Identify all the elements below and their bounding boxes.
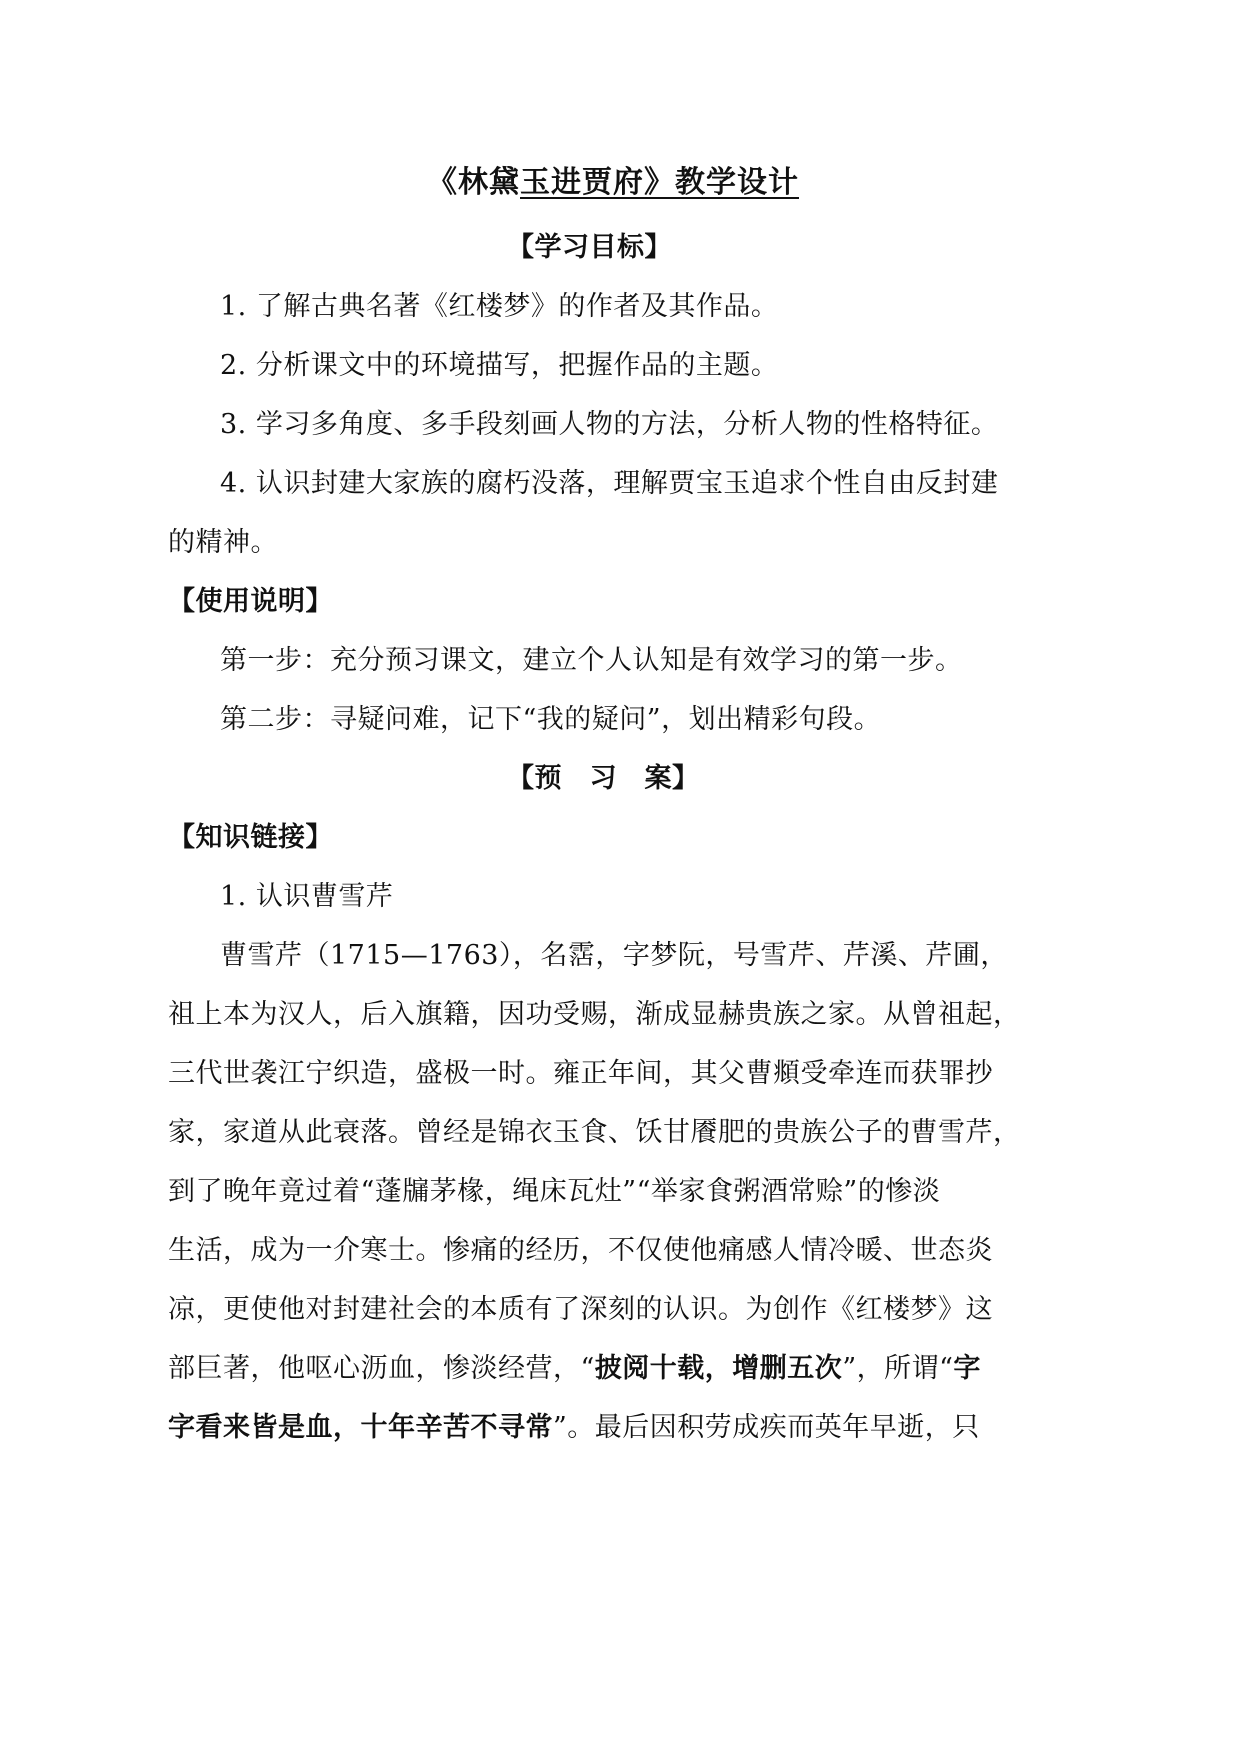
bio-line-2 (168, 995, 1021, 1035)
document-title (427, 163, 799, 203)
bio-line-7 (168, 1290, 993, 1330)
bio-line-1-text: 曹雪芹（1715—1763），名霑，字梦阮，号雪芹、芹溪、芹圃， (220, 940, 1008, 971)
usage-step-1: 第一步：充分预习课文，建立个人认知是有效学习的第一步。 (220, 645, 963, 676)
bio-line-9-bold-quote: 字看来皆是血，十年辛苦不寻常 (168, 1412, 553, 1443)
heading-preview: 【预 习 案】 (507, 763, 700, 794)
objective-2: 2. 分析课文中的环境描写，把握作品的主题。 (220, 350, 779, 381)
bio-line-1 (220, 936, 1008, 976)
usage-step-2: 第二步：寻疑问难，记下“我的疑问”，划出精彩句段。 (220, 704, 882, 735)
bio-line-5-text: 到了晚年竟过着“蓬牖茅椽，绳床瓦灶”“举家食粥酒常赊”的惨淡 (168, 1176, 941, 1207)
title-prefix: 《林黛 (427, 165, 520, 200)
bio-line-8 (168, 1349, 981, 1389)
bio-line-8-c: ”，所谓“ (842, 1353, 954, 1384)
bio-line-8-a: 部巨著，他呕心沥血，惨淡经营，“ (168, 1353, 595, 1384)
heading-knowledge: 【知识链接】 (168, 822, 333, 853)
bio-line-9-b: ”。最后因积劳成疾而英年早逝，只 (553, 1412, 980, 1443)
objective-1: 1. 了解古典名著《红楼梦》的作者及其作品。 (220, 291, 779, 322)
bio-line-5 (168, 1172, 940, 1212)
objective-4-text: 4. 认识封建大家族的腐朽没落，理解贾宝玉追求个性自由反封建 (220, 468, 999, 499)
bio-line-8-bold-quote: 披阅十载，增删五次 (594, 1353, 843, 1384)
bio-line-7-text: 凉，更使他对封建社会的本质有了深刻的认识。为创作《红楼梦》这 (168, 1294, 993, 1325)
bio-line-6-text: 生活，成为一介寒士。惨痛的经历，不仅使他痛感人情冷暖、世态炎 (168, 1235, 993, 1266)
bio-line-4 (168, 1113, 1021, 1153)
bio-line-4-text: 家，家道从此衰落。曾经是锦衣玉食、饫甘餍肥的贵族公子的曹雪芹， (168, 1117, 1021, 1148)
knowledge-item-1: 1. 认识曹雪芹 (220, 881, 394, 912)
bio-line-9 (168, 1408, 980, 1448)
title-underlined: 玉进贾府》教学设计 (520, 165, 799, 200)
bio-line-3-text: 三代世袭江宁织造，盛极一时。雍正年间，其父曹頫受牵连而获罪抄 (168, 1058, 993, 1089)
heading-usage: 【使用说明】 (168, 586, 333, 617)
objective-4 (220, 464, 999, 504)
heading-objectives: 【学习目标】 (507, 232, 672, 263)
bio-line-3 (168, 1054, 993, 1094)
objective-3: 3. 学习多角度、多手段刻画人物的方法，分析人物的性格特征。 (220, 409, 999, 440)
bio-line-6 (168, 1231, 993, 1271)
bio-line-2-text: 祖上本为汉人，后入旗籍，因功受赐，渐成显赫贵族之家。从曾祖起， (168, 999, 1021, 1030)
objective-4-cont: 的精神。 (168, 527, 278, 558)
bio-line-8-bold-start: 字 (953, 1353, 981, 1384)
